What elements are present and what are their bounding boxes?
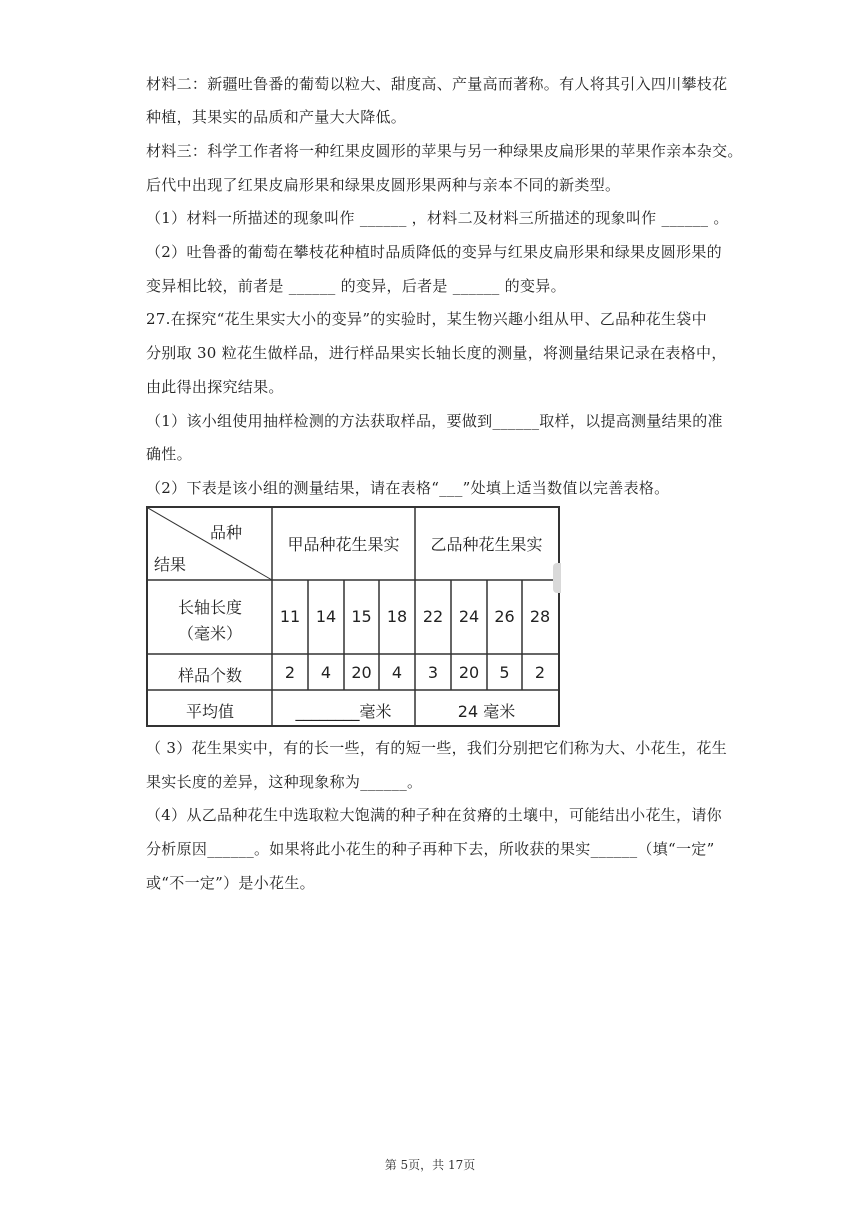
question-line: （2）吐鲁番的葡萄在攀枝花种植时品质降低的变异与红果皮扁形果和绿果皮圆形果的 — [146, 243, 722, 261]
question-line: 27.在探究“花生果实大小的变异”的实验时，某生物兴趣小组从甲、乙品种花生袋中 — [146, 310, 707, 328]
count-value: 4 — [391, 663, 403, 682]
length-value: 14 — [315, 607, 337, 626]
text-line: 材料三：科学工作者将一种红果皮圆形的苹果与另一种绿果皮扁形果的苹果作亲本杂交。 — [146, 142, 743, 160]
question-line: 变异相比较，前者是 ______ 的变异，后者是 ______ 的变异。 — [146, 277, 566, 295]
average-a-blank: ________毫米 — [295, 702, 392, 721]
question-line: （4）从乙品种花生中选取粒大饱满的种子种在贫瘠的土壤中，可能结出小花生，请你 — [146, 806, 722, 824]
page-edge-marker — [553, 563, 561, 593]
row-label-count: 样品个数 — [177, 666, 242, 685]
count-value: 20 — [351, 663, 372, 682]
question-line: 分析原因______。如果将此小花生的种子再种下去，所收获的果实______（填“一定” — [146, 840, 715, 858]
row-label-length-unit: （毫米） — [177, 624, 242, 643]
question-line: 确性。 — [146, 445, 192, 463]
length-value: 22 — [422, 607, 444, 626]
text-line: 后代中出现了红果皮扁形果和绿果皮圆形果两种与亲本不同的新类型。 — [146, 176, 621, 194]
page-footer: 第 5页，共 17页 — [384, 1158, 476, 1172]
count-value: 4 — [320, 663, 332, 682]
count-value: 5 — [499, 663, 510, 682]
length-value: 24 — [458, 607, 480, 626]
count-value: 2 — [534, 663, 546, 682]
question-line: （ 3）花生果实中，有的长一些，有的短一些，我们分别把它们称为大、小花生，花生 — [146, 739, 728, 757]
question-line: 分别取 30 粒花生做样品，进行样品果实长轴长度的测量，将测量结果记录在表格中， — [146, 344, 727, 362]
corner-label-variety: 品种 — [210, 523, 243, 542]
text-line: 材料二：新疆吐鲁番的葡萄以粒大、甜度高、产量高而著称。有人将其引入四川攀枝花 — [146, 75, 728, 93]
row-label-average: 平均值 — [185, 702, 234, 721]
header-variety-a: 甲品种花生果实 — [287, 535, 400, 554]
count-value: 20 — [458, 663, 480, 682]
length-value: 15 — [351, 607, 372, 626]
count-value: 2 — [284, 663, 296, 682]
row-label-length: 长轴长度 — [177, 598, 242, 617]
average-b-value: 24 毫米 — [457, 702, 516, 721]
length-value: 11 — [279, 607, 301, 626]
question-line: （2）下表是该小组的测量结果，请在表格“___”处填上适当数值以完善表格。 — [146, 479, 670, 497]
question-line: （1）材料一所描述的现象叫作 ______ ，材料二及材料三所描述的现象叫作 ______ 。 — [146, 209, 729, 227]
count-value: 3 — [427, 663, 439, 682]
corner-label-result: 结果 — [154, 555, 187, 574]
question-line: （1）该小组使用抽样检测的方法获取样品，要做到______取样，以提高测量结果的准 — [146, 412, 723, 430]
measurement-table — [146, 506, 560, 727]
length-value: 26 — [494, 607, 515, 626]
length-value: 28 — [529, 607, 551, 626]
question-line: 果实长度的差异，这种现象称为______。 — [146, 773, 423, 791]
length-value: 18 — [386, 607, 408, 626]
header-variety-b: 乙品种花生果实 — [430, 535, 543, 554]
question-line: 或“不一定”）是小花生。 — [146, 874, 315, 892]
text-line: 种植，其果实的品质和产量大大降低。 — [146, 108, 407, 126]
question-line: 由此得出探究结果。 — [146, 378, 284, 396]
